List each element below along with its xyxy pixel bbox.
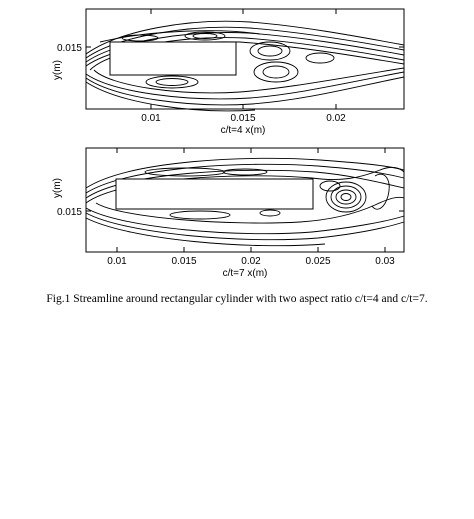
x-axis-label: c/t=4 x(m) bbox=[220, 125, 266, 136]
x-tick-label: 0.03 bbox=[375, 256, 395, 267]
x-tick-label: 0.02 bbox=[326, 113, 346, 124]
rectangular-cylinder bbox=[116, 179, 313, 209]
y-axis-label: y(m) bbox=[52, 60, 63, 80]
y-tick-label: 0.015 bbox=[56, 43, 82, 54]
x-tick-label: 0.015 bbox=[230, 113, 256, 124]
x-tick-label: 0.01 bbox=[107, 256, 127, 267]
figure-caption: Fig.1 Streamline around rectangular cylinder with two aspect ratio c/t=4 and c/t=7. bbox=[46, 293, 428, 305]
x-tick-label: 0.015 bbox=[171, 256, 197, 267]
panel-top bbox=[52, 9, 404, 136]
panel-bottom bbox=[52, 148, 404, 279]
rectangular-cylinder bbox=[110, 42, 236, 75]
y-axis-label: y(m) bbox=[52, 178, 63, 198]
x-tick-label: 0.02 bbox=[241, 256, 261, 267]
y-tick-label: 0.015 bbox=[56, 207, 82, 218]
x-tick-label: 0.025 bbox=[305, 256, 331, 267]
x-tick-label: 0.01 bbox=[141, 113, 161, 124]
x-axis-label: c/t=7 x(m) bbox=[222, 268, 268, 279]
